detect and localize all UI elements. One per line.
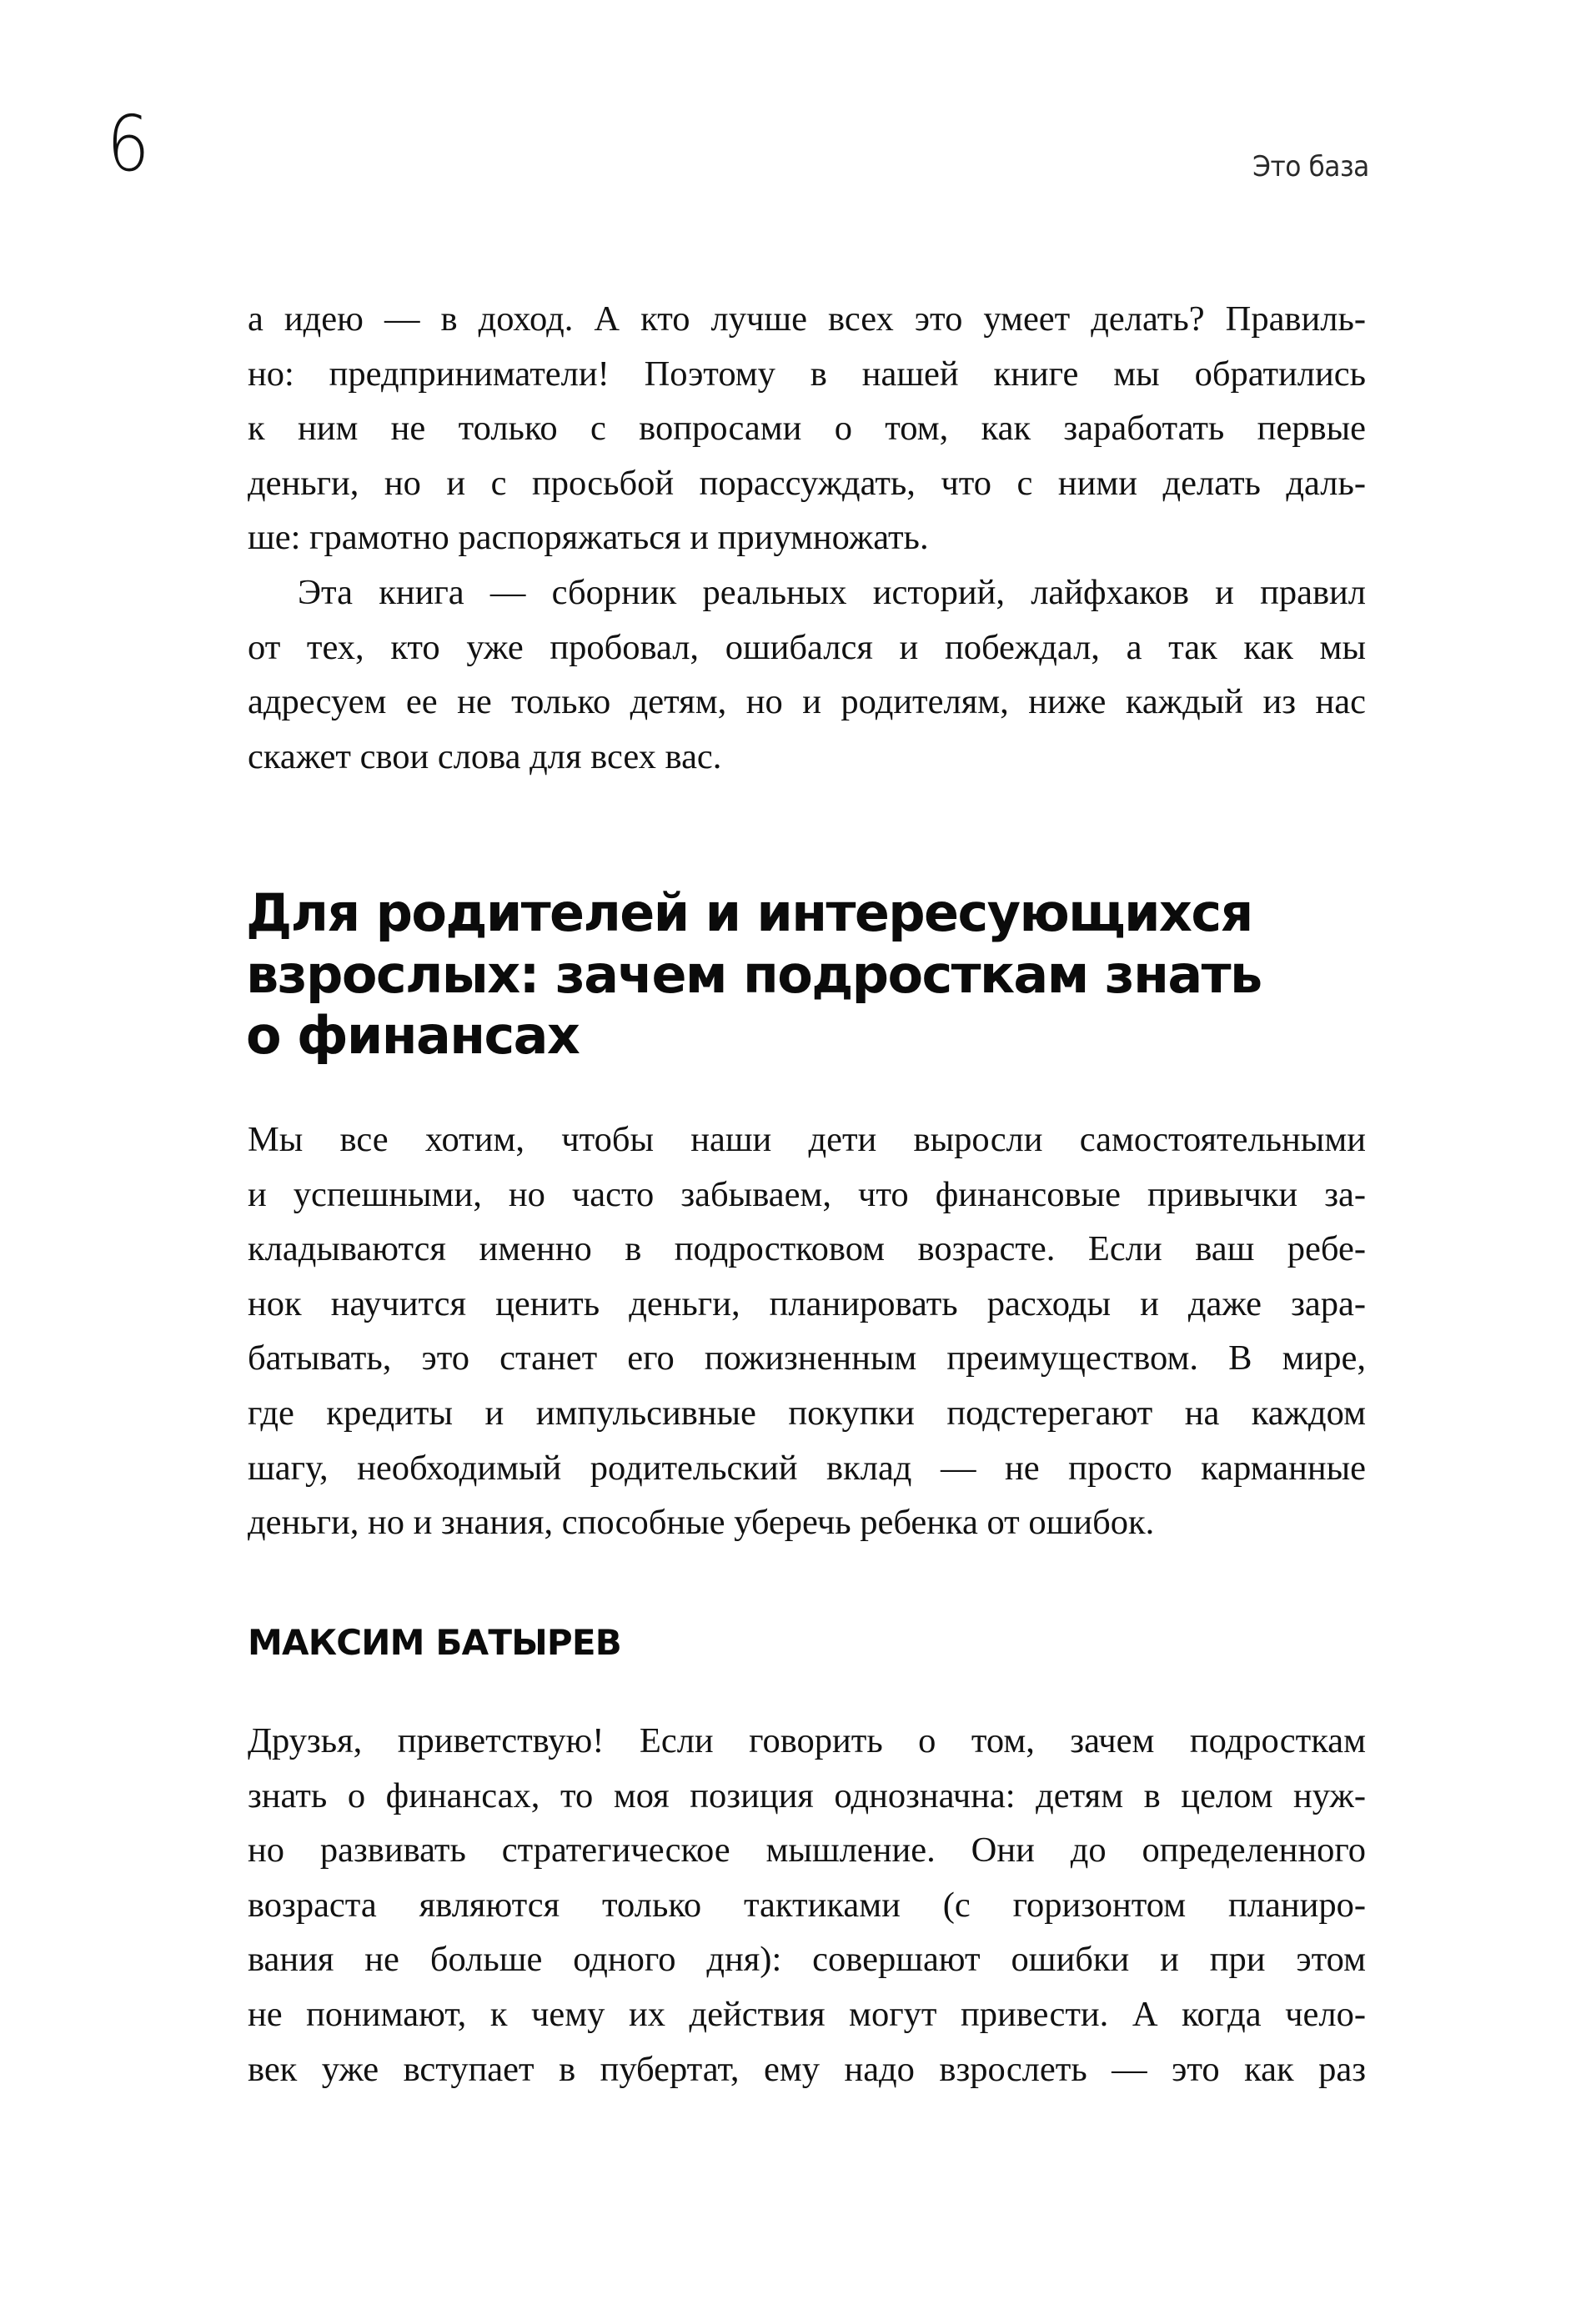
text-line: от тех, кто уже пробовал, ошибался и побеждал, а так как мы <box>248 627 1366 667</box>
text-line: ше: грамотно распоряжаться и приумножать. <box>248 518 929 558</box>
text-line: адресуем ее не только детям, но и родителям, ниже каждый из нас <box>248 682 1366 722</box>
text-line: нок научится ценить деньги, планировать расходы и даже зара- <box>248 1283 1366 1323</box>
text-line: скажет свои слова для всех вас. <box>248 736 722 776</box>
text-line: не понимают, к чему их действия могут привести. А когда чело- <box>248 1994 1366 2034</box>
text-line: вания не больше одного дня): совершают ошибки и при этом <box>248 1940 1366 1980</box>
running-head-title: Это база <box>1252 150 1369 183</box>
text-line: а идею — в доход. А кто лучше всех это умеет делать? Правиль- <box>248 299 1366 339</box>
text-line: возраста являются только тактиками (с горизонтом планиро- <box>248 1885 1366 1925</box>
text-line: к ним не только с вопросами о том, как заработать первые <box>248 409 1366 449</box>
text-line: где кредиты и импульсивные покупки подстерегают на каждом <box>248 1393 1366 1433</box>
text-line: деньги, но и с просьбой порассуждать, что с ними делать даль- <box>248 463 1366 503</box>
text-line: кладываются именно в подростковом возрасте. Если ваш ребе- <box>248 1229 1366 1269</box>
heading-line: Для родителей и интересующихся <box>246 882 1252 943</box>
intro-paragraph-2 <box>248 565 1366 784</box>
text-line: век уже вступает в пубертат, ему надо взрослеть — это как раз <box>248 2049 1366 2089</box>
text-line: но: предприниматели! Поэтому в нашей книге мы обратились <box>248 354 1366 394</box>
text-line: Эта книга — сборник реальных историй, лайфхаков и правил <box>298 573 1366 612</box>
text-line: но развивать стратегическое мышление. Они до определенного <box>248 1830 1366 1871</box>
text-line: Друзья, приветствую! Если говорить о том, зачем подросткам <box>248 1721 1366 1760</box>
page-number: 6 <box>107 99 150 188</box>
intro-paragraph-1 <box>248 292 1366 565</box>
author-paragraph <box>248 1714 1366 2097</box>
text-line: знать о финансах, то моя позиция однозначна: детям в целом нуж- <box>248 1775 1366 1815</box>
heading-line: о финансах <box>246 1005 580 1066</box>
author-name: МАКСИМ БАТЫРЕВ <box>248 1622 621 1663</box>
text-line: деньги, но и знания, способные уберечь ребенка от ошибок. <box>248 1503 1155 1543</box>
text-line: Мы все хотим, чтобы наши дети выросли самостоятельными <box>248 1120 1366 1159</box>
text-line: шагу, необходимый родительский вклад — не просто карманные <box>248 1448 1366 1488</box>
section-heading <box>246 882 1413 1067</box>
heading-line: взрослых: зачем подросткам знать <box>246 943 1262 1005</box>
text-line: батывать, это станет его пожизненным преимуществом. В мире, <box>248 1338 1366 1378</box>
text-line: и успешными, но часто забываем, что финансовые привычки за- <box>248 1174 1366 1214</box>
section-paragraph <box>248 1112 1366 1550</box>
